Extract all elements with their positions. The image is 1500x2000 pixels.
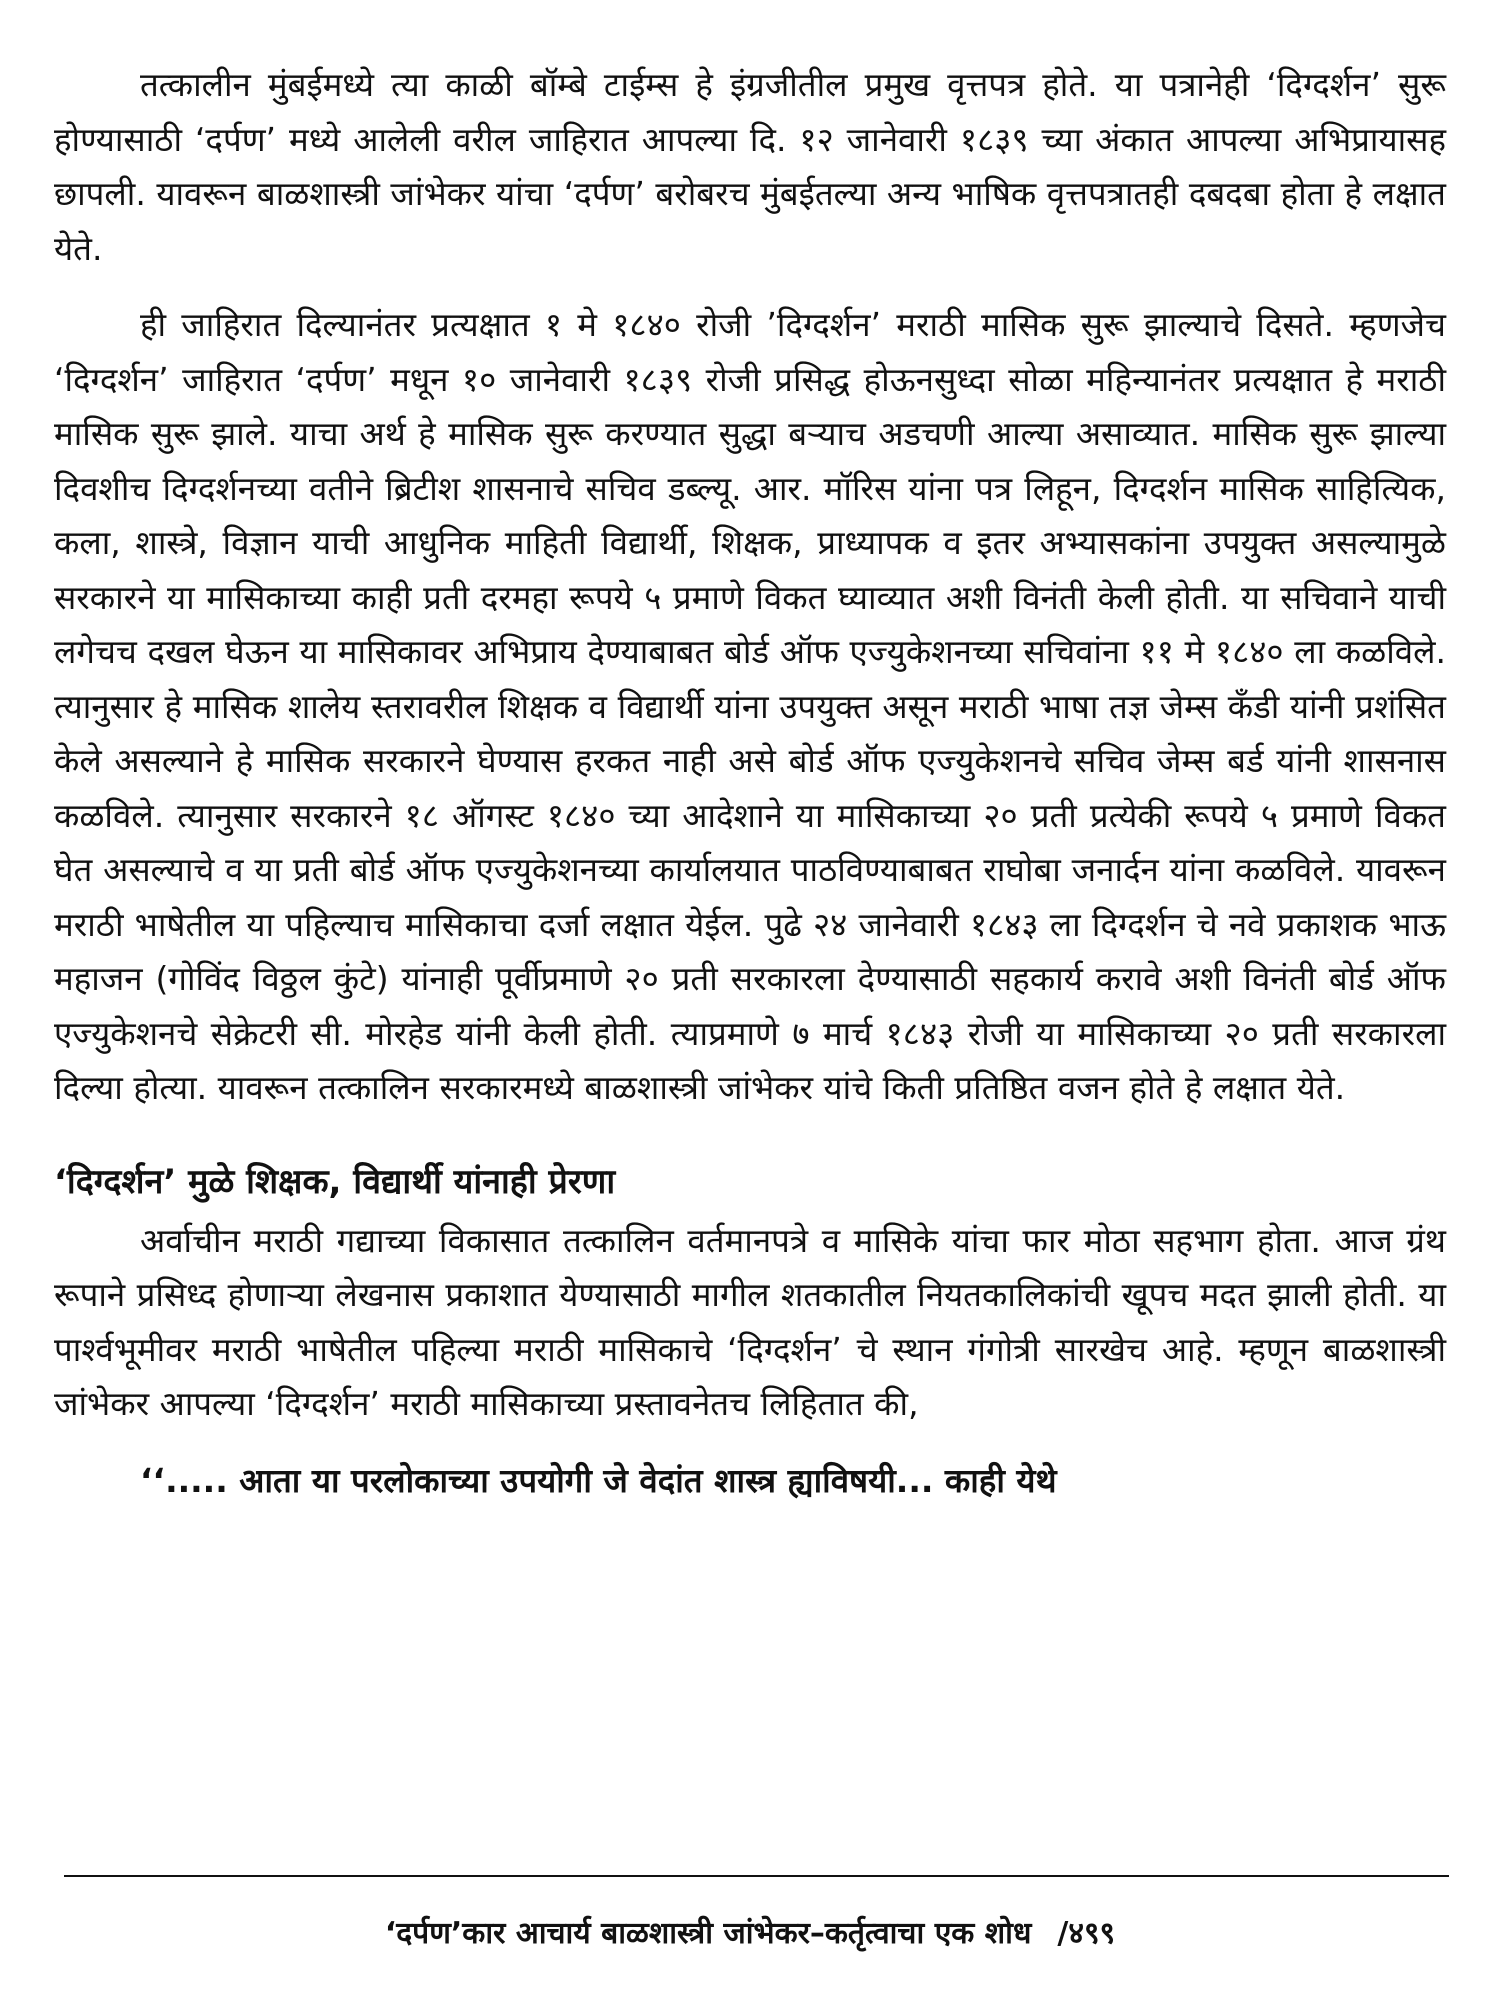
- paragraph-bombay-times: तत्कालीन मुंबईमध्ये त्या काळी बॉम्बे टाईम्स हे इंग्रजीतील प्रमुख वृत्तपत्र होते. या पत्रानेही ‘दिग्दर्शन’ सुरू होण्यासाठी ‘दर्पण’ मध्ये आलेली वरील जाहिरात आपल्या दि. १२ जानेवारी १८३९ च्या अंकात आपल्या अभिप्रायासह छापली. यावरून बाळशास्त्री जांभेकर यांचा ‘दर्पण’ बरोबरच मुंबईतल्या अन्य भाषिक वृत्तपत्रातही दबदबा होता हे लक्षात येते.: [54, 65, 1446, 268]
- paragraph-marathi-prose: अर्वाचीन मराठी गद्याच्या विकासात तत्कालिन वर्तमानपत्रे व मासिके यांचा फार मोठा सहभाग होता. आज ग्रंथ रूपाने प्रसिध्द होणाऱ्या लेखनास प्रकाशात येण्यासाठी मागील शतकातील नियतकालिकांची खूपच मदत झाली होती. या पार्श्वभूमीवर मराठी भाषेतील पहिल्या मराठी मासिकाचे ‘दिग्दर्शन’ चे स्थान गंगोत्री सारखेच आहे. म्हणून बाळशास्त्री जांभेकर आपल्या ‘दिग्दर्शन’ मराठी मासिकाच्या प्रस्तावनेतच लिहितात की,: [54, 1220, 1446, 1423]
- running-title: ‘दर्पण’कार आचार्य बाळशास्त्री जांभेकर–कर्तृत्वाचा एक शोध: [384, 1916, 1032, 1951]
- page-body: [54, 58, 1446, 1508]
- page-footer: [0, 1913, 1500, 1955]
- section-heading: ‘दिग्दर्शन’ मुळे शिक्षक, विद्यार्थी यांनाही प्रेरणा: [54, 1161, 616, 1202]
- block-quote: ‘‘..... आता या परलोकाच्या उपयोगी जे वेदांत शास्त्र ह्याविषयी... काही येथे: [140, 1460, 1057, 1500]
- page-number: /४९९: [1057, 1916, 1116, 1951]
- footer-divider: [64, 1875, 1449, 1877]
- paragraph-digdarshan-launch: ही जाहिरात दिल्यानंतर प्रत्यक्षात १ मे १८४० रोजी ’दिग्दर्शन’ मराठी मासिक सुरू झाल्याचे दिसते. म्हणजेच ‘दिग्दर्शन’ जाहिरात ‘दर्पण’ मधून १० जानेवारी १८३९ रोजी प्रसिद्ध होऊनसुध्दा सोळा महिन्यानंतर प्रत्यक्षात हे मराठी मासिक सुरू झाले. याचा अर्थ हे मासिक सुरू करण्यात सुद्धा बऱ्याच अडचणी आल्या असाव्यात. मासिक सुरू झाल्या दिवशीच दिग्दर्शनच्या वतीने ब्रिटीश शासनाचे सचिव डब्ल्यू. आर. मॉरिस यांना पत्र लिहून, दिग्दर्शन मासिक साहित्यिक, कला, शास्त्रे, विज्ञान याची आधुनिक माहिती विद्यार्थी, शिक्षक, प्राध्यापक व इतर अभ्यासकांना उपयुक्त असल्यामुळे सरकारने या मासिकाच्या काही प्रती दरमहा रूपये ५ प्रमाणे विकत घ्याव्यात अशी विनंती केली होती. या सचिवाने याची लगेचच दखल घेऊन या मासिकावर अभिप्राय देण्याबाबत बोर्ड ऑफ एज्युकेशनच्या सचिवांना ११ मे १८४० ला कळविले. त्यानुसार हे मासिक शालेय स्तरावरील शिक्षक व विद्यार्थी यांना उपयुक्त असून मराठी भाषा तज्ञ जेम्स कँडी यांनी प्रशंसित केले असल्याने हे मासिक सरकारने घेण्यास हरकत नाही असे बोर्ड ऑफ एज्युकेशनचे सचिव जेम्स बर्ड यांनी शासनास कळविले. त्यानुसार सरकारने १८ ऑगस्ट १८४० च्या आदेशाने या मासिकाच्या २० प्रती प्रत्येकी रूपये ५ प्रमाणे विकत घेत असल्याचे व या प्रती बोर्ड ऑफ एज्युकेशनच्या कार्यालयात पाठविण्याबाबत राघोबा जनार्दन यांना कळविले. यावरून मराठी भाषेतील या पहिल्याच मासिकाचा दर्जा लक्षात येईल. पुढे २४ जानेवारी १८४३ ला दिग्दर्शन चे नवे प्रकाशक भाऊ महाजन (गोविंद विठ्ठल कुंटे) यांनाही पूर्वीप्रमाणे २० प्रती सरकारला देण्यासाठी सहकार्य करावे अशी विनंती बोर्ड ऑफ एज्युकेशनचे सेक्रेटरी सी. मोरहेड यांनी केली होती. त्याप्रमाणे ७ मार्च १८४३ रोजी या मासिकाच्या २० प्रती सरकारला दिल्या होत्या. यावरून तत्कालिन सरकारमध्ये बाळशास्त्री जांभेकर यांचे किती प्रतिष्ठित वजन होते हे लक्षात येते.: [54, 305, 1446, 1107]
